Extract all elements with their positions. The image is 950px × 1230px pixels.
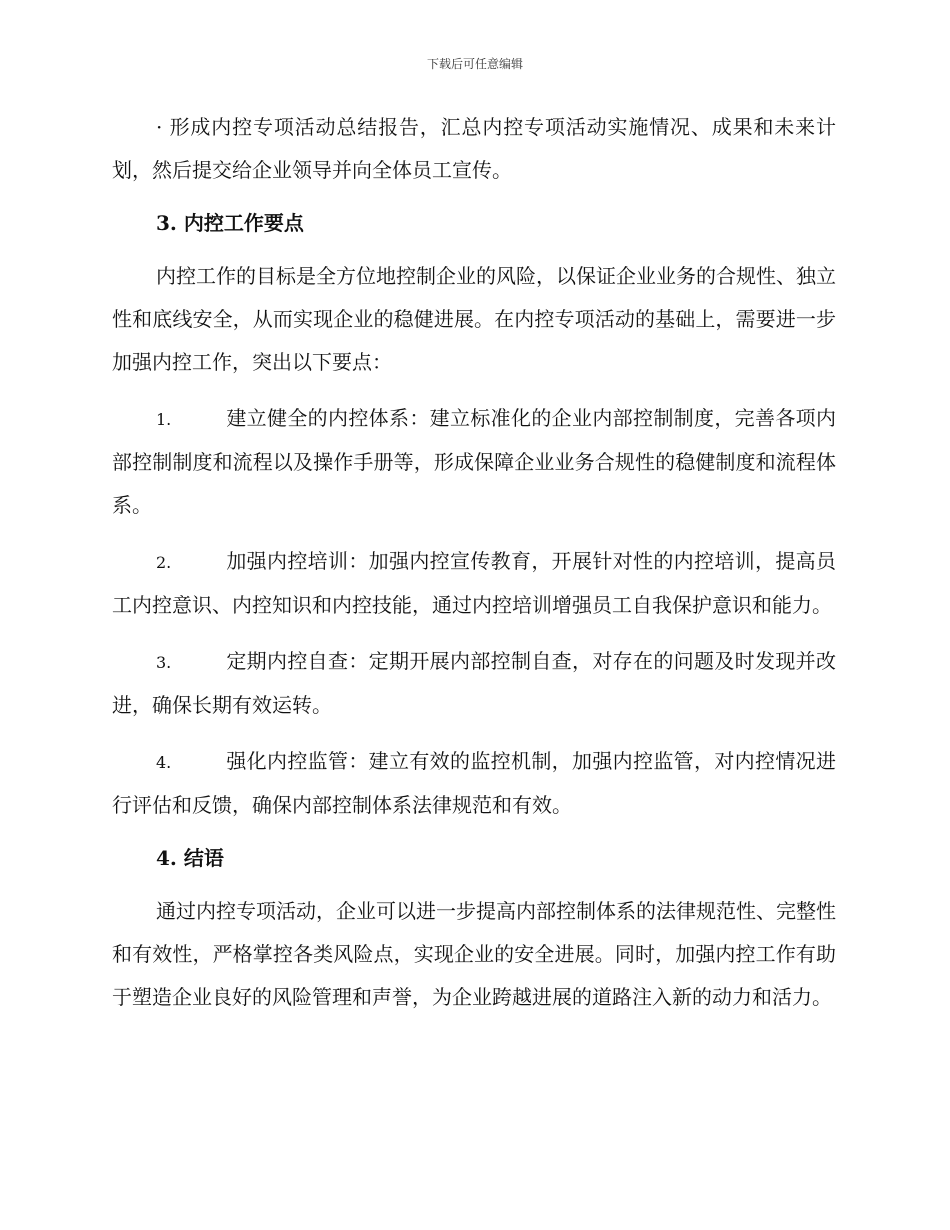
list-item <box>112 640 836 727</box>
list-item-text: 加强内控培训：加强内控宣传教育，开展针对性的内控培训，提高员工内控意识、内控知识和内控技能，通过内控培训增强员工自我保护意识和能力。 <box>112 549 836 617</box>
document-body <box>112 106 836 1019</box>
section-4-body: 通过内控专项活动，企业可以进一步提高内部控制体系的法律规范性、完整性和有效性，严格掌控各类风险点，实现企业的安全进展。同时，加强内控工作有助于塑造企业良好的风险管理和声誉，为企业跨越进展的道路注入新的动力和活力。 <box>112 899 836 1009</box>
list-item-number: 1. <box>156 410 172 429</box>
list-item-text: 建立健全的内控体系：建立标准化的企业内部控制制度，完善各项内部控制制度和流程以及操作手册等，形成保障企业业务合规性的稳健制度和流程体系。 <box>112 406 836 517</box>
list-item-number: 2. <box>156 553 172 572</box>
list-item <box>112 540 836 627</box>
bullet-paragraph: · 形成内控专项活动总结报告，汇总内控专项活动实施情况、成果和未来计划，然后提交给企业领导并向全体员工宣传。 <box>112 115 836 182</box>
list-item-number: 3. <box>156 653 172 672</box>
page-header: 下载后可任意编辑 <box>426 57 523 71</box>
list-item-text: 定期内控自查：定期开展内部控制自查，对存在的问题及时发现并改进，确保长期有效运转。 <box>112 649 836 717</box>
section-3-heading: 3. 内控工作要点 <box>156 211 304 235</box>
list-item-text: 强化内控监管：建立有效的监控机制，加强内控监管，对内控情况进行评估和反馈，确保内部控制体系法律规范和有效。 <box>112 749 836 817</box>
list-item <box>112 740 836 827</box>
list-item-number: 4. <box>156 753 172 772</box>
list-item <box>112 397 836 527</box>
section-3-intro: 内控工作的目标是全方位地控制企业的风险，以保证企业业务的合规性、独立性和底线安全，从而实现企业的稳健进展。在内控专项活动的基础上，需要进一步加强内控工作，突出以下要点： <box>112 264 836 374</box>
section-4-heading: 4. 结语 <box>156 846 224 870</box>
